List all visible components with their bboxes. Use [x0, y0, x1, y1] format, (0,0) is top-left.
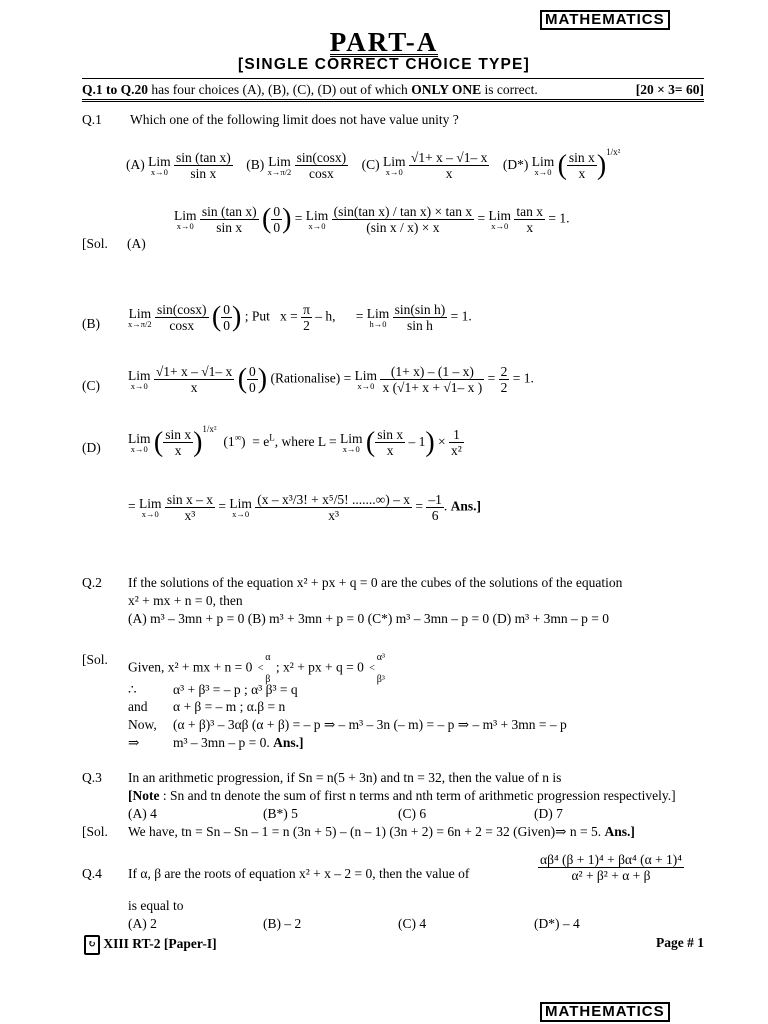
sol-step-lead: ∴ — [128, 682, 137, 697]
question-number: Q.1 — [82, 112, 102, 127]
solution-label: [Sol. — [82, 236, 108, 251]
sol-step-lead: ⇒ — [128, 735, 140, 750]
option-b: (B) – 2 — [263, 916, 302, 931]
page-number: Page # 1 — [656, 935, 704, 950]
solution-option: (D) — [82, 440, 101, 455]
sol-b-expression: Lim x→π/2 $\frac{\sin(\cos x)}{\cos x}$ ( $\frac{0}{0}$ ) ; Put x = $\frac{\pi}{2}$ – h, = Lim h→0 $\frac{\text{sin(sin h)}}{\text{sin h}}$ = 1. — [128, 301, 472, 333]
sol-step: (α + β)³ – 3αβ (α + β) = – p ⇒ – m³ – 3n (– m) = – p ⇒ – m³ + 3mn = – p — [173, 717, 567, 732]
sol-step-lead: and — [128, 699, 148, 714]
question-type-title: [SINGLE CORRECT CHOICE TYPE] — [238, 56, 530, 73]
question-number: Q.3 — [82, 770, 102, 785]
q2-options: (A) m³ – 3mn + p = 0 (B) m³ + 3mn + p = 0 (C*) m³ – 3mn – p = 0 (D) m³ + 3mn – p = 0 — [128, 611, 609, 626]
footer-paper: ↻ XIII RT-2 [Paper-I] — [84, 935, 217, 955]
option-c: (C) 6 — [398, 806, 427, 821]
sol-a-expression: Lim x→0 $\frac{\text{sin (tan x)}}{\text{sin x}}$ ( $\frac{0}{0}$ ) = Lim x→0 $\frac{\text{(sin(tan x) / tan x) × tan x}}{\text{(sin x / x) × x}}$ = Lim x→0 $\frac{\text{tan x}}{x}$ = 1. — [174, 203, 570, 235]
subject-badge-bottom: MATHEMATICS — [540, 1002, 670, 1022]
option-d: (D*) – 4 — [534, 916, 580, 931]
marks-scheme: [20 × 3= 60] — [635, 82, 704, 97]
sol-d-expression: Lim x→0 ( $\frac{\text{sin x}}{x}$ )$^{1/x^2}$ $(1^\infty) = e^L$, where L = Lim x→0 ( $\frac{\text{sin x}}{x}$ – 1) × $\frac{1}{\text{x²}}$ — [128, 424, 462, 459]
question-text: If α, β are the roots of equation x² + x – 2 = 0, then the value of — [128, 866, 470, 881]
question-text: If the solutions of the equation x² + px + q = 0 are the cubes of the solutions of the equation — [128, 575, 623, 590]
solution-label: [Sol. — [82, 824, 108, 839]
part-title: PART-A — [329, 27, 439, 57]
option-b: (B*) 5 — [263, 806, 298, 821]
sol-step: m³ – 3mn – p = 0. Ans.] — [173, 735, 304, 750]
q1-options: (A) Lim x→0 $\frac{\text{sin (tan x)}}{\text{sin x}}$ (B) Lim x→π/2 $\frac{\sin(\cos x)}{\cos x}$ (C) Lim x→0 $\frac{√1+ x - √1- x}{x}$ (D*) Lim x→0 ( $\frac{\text{sin x}}{x}$ )$^{1/x^2}$ — [126, 147, 621, 182]
sol-c-expression: Lim x→0 $\frac{√1+ x - √1- x}{x}$ ( $\frac{0}{0}$ ) (Rationalise) = Lim x→0 $\frac{(1+ x) - (1 - x)}{x (√1+ x + √1- x )}$ = $\frac{2}{2}$ = 1. — [128, 363, 534, 395]
solution-label: [Sol. — [82, 652, 108, 667]
solution-option: (A) — [127, 236, 146, 251]
question-number: Q.4 — [82, 866, 102, 881]
q4-fraction: $\frac{\text{αβ⁴ (β + 1)⁴ + βα⁴ (α + 1)⁴}}{\text{α² + β² + α + β}}$ — [540, 852, 682, 883]
question-text: is equal to — [128, 898, 184, 913]
divider — [82, 78, 704, 79]
option-a: (A) 4 — [128, 806, 157, 821]
question-text: In an arithmetic progression, if Sn = n(5 + 3n) and tn = 32, then the value of n is — [128, 770, 562, 785]
option-c: (C) 4 — [398, 916, 427, 931]
option-d: (D) 7 — [534, 806, 563, 821]
subject-badge: MATHEMATICS — [540, 10, 670, 30]
solution-option: (B) — [82, 316, 100, 331]
question-number: Q.2 — [82, 575, 102, 590]
sol-step: α + β = – m ; α.β = n — [173, 699, 286, 714]
solution-option: (C) — [82, 378, 100, 393]
question-text: x² + mx + n = 0, then — [128, 593, 243, 608]
instructions: Q.1 to Q.20 has four choices (A), (B), (C), (D) out of which ONLY ONE is correct. — [82, 82, 538, 97]
sol-given: Given, x² + mx + n = 0 α < β ; x² + px + q = 0 α³ < β³ — [128, 652, 386, 685]
option-a: (A) 2 — [128, 916, 157, 931]
sol-text: We have, tn = Sn – Sn – 1 = n (3n + 5) – (n – 1) (3n + 2) = 6n + 2 = 32 (Given)⇒ n = 5. Ans.] — [128, 824, 635, 839]
sol-step: α³ + β³ = – p ; α³ β³ = q — [173, 682, 298, 697]
logo-icon: ↻ — [84, 935, 100, 955]
sol-d-continuation: = Lim x→0 $\frac{\text{sin x – x}}{\text{x³}}$ = Lim x→0 $\frac{\text{(x – x³/3! + x⁵/5! .......∞) – x}}{\text{x³}}$ = $\frac{-1}{6}$ . Ans.] — [128, 492, 482, 523]
sol-step-lead: Now, — [128, 717, 157, 732]
question-note: [Note : Sn and tn denote the sum of first n terms and nth term of arithmetic progression respectively.] — [128, 788, 676, 803]
question-text: Which one of the following limit does not have value unity ? — [130, 112, 459, 127]
divider — [82, 99, 704, 102]
